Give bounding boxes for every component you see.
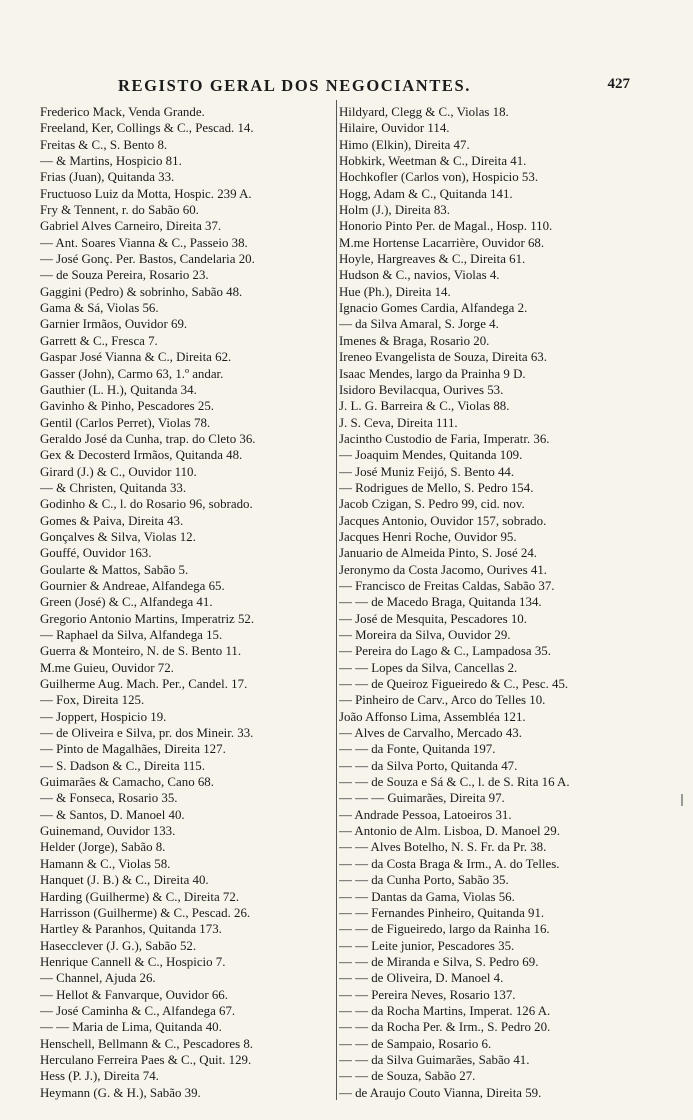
directory-entry-left: Gomes & Paiva, Direita 43.	[40, 513, 184, 528]
directory-entry-right: J. S. Ceva, Direita 111.	[339, 415, 458, 430]
running-title: REGISTO GERAL DOS NEGOCIANTES.	[118, 76, 472, 95]
directory-entry-right: João Affonso Lima, Assembléa 121.	[339, 709, 526, 724]
directory-entry-left: Heymann (G. & H.), Sabão 39.	[40, 1085, 201, 1100]
directory-entry-right: — — de Macedo Braga, Quitanda 134.	[339, 595, 542, 610]
directory-entry-right: — Andrade Pessoa, Latoeiros 31.	[339, 807, 512, 822]
directory-entry-right: — Francisco de Freitas Caldas, Sabão 37.	[339, 578, 555, 593]
directory-entry-left: — José Gonç. Per. Bastos, Candelaria 20.	[40, 252, 255, 267]
directory-entry-left: Goularte & Mattos, Sabão 5.	[40, 562, 189, 577]
directory-entry-right: — — de Sampaio, Rosario 6.	[339, 1036, 492, 1051]
directory-entry-right: J. L. G. Barreira & C., Violas 88.	[339, 399, 510, 414]
directory-entry-left: Gex & Decosterd Irmãos, Quitanda 48.	[40, 448, 243, 463]
directory-entry-left: Gabriel Alves Carneiro, Direita 37.	[40, 219, 222, 234]
directory-entry-right: — — da Cunha Porto, Sabão 35.	[339, 873, 509, 888]
directory-entry-left: Gouffé, Ouvidor 163.	[40, 546, 152, 561]
directory-entry-right: — — da Costa Braga & Irm., A. do Telles.	[339, 856, 560, 871]
directory-entry-right: — — da Rocha Martins, Imperat. 126 A.	[339, 1003, 551, 1018]
directory-entry-left: Henschell, Bellmann & C., Pescadores 8.	[40, 1036, 254, 1051]
directory-entry-right: Hildyard, Clegg & C., Violas 18.	[339, 105, 509, 119]
directory-entry-right: — Pinheiro de Carv., Arco do Telles 10.	[339, 693, 546, 708]
directory-entry-left: — de Souza Pereira, Rosario 23.	[40, 268, 209, 283]
directory-entry-right: Hue (Ph.), Direita 14.	[339, 284, 451, 299]
directory-entry-right: — — Pereira Neves, Rosario 137.	[339, 987, 516, 1002]
directory-entry-left: Fructuoso Luiz da Motta, Hospic. 239 A.	[40, 186, 252, 201]
directory-entry-right: Jeronymo da Costa Jacomo, Ourives 41.	[339, 562, 548, 577]
directory-entry-left: Guinemand, Ouvidor 133.	[40, 824, 176, 839]
directory-entry-right: — da Silva Amaral, S. Jorge 4.	[339, 317, 499, 332]
directory-entry-right: — Antonio de Alm. Lisboa, D. Manoel 29.	[339, 824, 560, 839]
right-column	[339, 104, 645, 1101]
directory-entry-right: Hudson & C., navios, Violas 4.	[339, 268, 500, 283]
directory-entry-left: Gasser (John), Carmo 63, 1.º andar.	[40, 366, 224, 381]
directory-entry-left: Hanquet (J. B.) & C., Direita 40.	[40, 873, 209, 888]
directory-entry-right: — — de Figueiredo, largo da Rainha 16.	[339, 922, 550, 937]
directory-entry-left: Harding (Guilherme) & C., Direita 72.	[40, 889, 240, 904]
directory-entry-right: — — da Silva Guimarães, Sabão 41.	[339, 1052, 530, 1067]
directory-entry-left: Garrett & C., Fresca 7.	[40, 333, 158, 348]
directory-entry-right: Jacques Henri Roche, Ouvidor 95.	[339, 529, 517, 544]
directory-entry-left: Gama & Sá, Violas 56.	[40, 301, 159, 316]
directory-entry-right: Ireneo Evangelista de Souza, Direita 63.	[339, 350, 547, 365]
directory-entry-right: Hobkirk, Weetman & C., Direita 41.	[339, 154, 527, 169]
directory-entry-left: Gournier & Andreae, Alfandega 65.	[40, 578, 225, 593]
directory-entry-left: Fry & Tennent, r. do Sabão 60.	[40, 203, 199, 218]
directory-entry-left: — Hellot & Fanvarque, Ouvidor 66.	[40, 987, 228, 1002]
directory-entry-left: Gaspar José Vianna & C., Direita 62.	[40, 350, 232, 365]
directory-entry-right: Jacintho Custodio de Faria, Imperatr. 36.	[339, 431, 550, 446]
directory-entry-right: — Joaquim Mendes, Quitanda 109.	[339, 448, 523, 463]
page-header	[0, 76, 693, 98]
directory-entry-right: Jacob Czigan, S. Pedro 99, cid. nov.	[339, 497, 525, 512]
directory-entry-right: Jacques Antonio, Ouvidor 157, sobrado.	[339, 513, 547, 528]
directory-entry-right: Januario de Almeida Pinto, S. José 24.	[339, 546, 537, 561]
directory-entry-right: Holm (J.), Direita 83.	[339, 203, 450, 218]
directory-entry-right: — — da Rocha Per. & Irm., S. Pedro 20.	[339, 1020, 551, 1035]
directory-entry-right: — — de Souza, Sabão 27.	[339, 1069, 476, 1084]
directory-entry-left: Gaggini (Pedro) & sobrinho, Sabão 48.	[40, 284, 243, 299]
directory-entry-right: — de Araujo Couto Vianna, Direita 59.	[339, 1085, 542, 1100]
directory-entry-left: — Fox, Direita 125.	[40, 693, 145, 708]
directory-entry-left: Frias (Juan), Quitanda 33.	[40, 170, 175, 185]
directory-entry-left: — — Maria de Lima, Quitanda 40.	[40, 1020, 222, 1035]
directory-entry-left: Helder (Jorge), Sabão 8.	[40, 840, 166, 855]
directory-entry-right: — — Leite junior, Pescadores 35.	[339, 938, 515, 953]
directory-entry-left: Hamann & C., Violas 58.	[40, 856, 171, 871]
directory-entry-right: — — Dantas da Gama, Violas 56.	[339, 889, 515, 904]
directory-entry-left: Freeland, Ker, Collings & C., Pescad. 14.	[40, 121, 254, 136]
directory-entry-right: Imenes & Braga, Rosario 20.	[339, 333, 490, 348]
directory-entry-left: — & Fonseca, Rosario 35.	[40, 791, 178, 806]
directory-entry-right: Hochkofler (Carlos von), Hospicio 53.	[339, 170, 539, 185]
directory-entry-right: Isaac Mendes, largo da Prainha 9 D.	[339, 366, 526, 381]
directory-entry-left: Gauthier (L. H.), Quitanda 34.	[40, 382, 197, 397]
directory-entry-right: — Rodrigues de Mello, S. Pedro 154.	[339, 480, 534, 495]
directory-entry-right: — Alves de Carvalho, Mercado 43.	[339, 726, 522, 741]
directory-entry-right: — José de Mesquita, Pescadores 10.	[339, 611, 527, 626]
directory-entry-left: Henrique Cannell & C., Hospicio 7.	[40, 954, 226, 969]
directory-entry-left: — Raphael da Silva, Alfandega 15.	[40, 628, 223, 642]
directory-entry-right: — Moreira da Silva, Ouvidor 29.	[339, 628, 511, 642]
directory-entry-right: — Pereira do Lago & C., Lampadosa 35.	[339, 644, 551, 659]
directory-entry-left: — Joppert, Hospicio 19.	[40, 709, 167, 724]
directory-entry-left: — & Christen, Quitanda 33.	[40, 480, 187, 495]
directory-entry-right: — — — Guimarães, Direita 97.	[339, 791, 505, 806]
directory-entry-left: Guimarães & Camacho, Cano 68.	[40, 775, 214, 790]
directory-entry-left: Guerra & Monteiro, N. de S. Bento 11.	[40, 644, 242, 659]
directory-entry-left: Hasecclever (J. G.), Sabão 52.	[40, 938, 197, 953]
directory-entry-left: Godinho & C., l. do Rosario 96, sobrado.	[40, 497, 253, 512]
directory-entry-left: Geraldo José da Cunha, trap. do Cleto 36.	[40, 431, 256, 446]
directory-entry-right: Honorio Pinto Per. de Magal., Hosp. 110.	[339, 219, 553, 234]
directory-entry-left: M.me Guieu, Ouvidor 72.	[40, 660, 174, 675]
directory-entry-left: — Ant. Soares Vianna & C., Passeio 38.	[40, 235, 248, 250]
directory-entry-left: Green (José) & C., Alfandega 41.	[40, 595, 213, 610]
margin-mark	[681, 794, 683, 806]
directory-entry-right: Himo (Elkin), Direita 47.	[339, 137, 470, 152]
directory-entry-left: Freitas & C., S. Bento 8.	[40, 137, 168, 152]
directory-entry-left: Garnier Irmãos, Ouvidor 69.	[40, 317, 188, 332]
directory-entry-left: — & Santos, D. Manoel 40.	[40, 807, 185, 822]
directory-entry-right: Hogg, Adam & C., Quitanda 141.	[339, 186, 513, 201]
directory-entry-right: Isidoro Bevilacqua, Ourives 53.	[339, 382, 504, 397]
directory-entry-left: Girard (J.) & C., Ouvidor 110.	[40, 464, 197, 479]
directory-entry-left: Frederico Mack, Venda Grande.	[40, 105, 205, 119]
directory-entry-left: Hess (P. J.), Direita 74.	[40, 1069, 159, 1084]
directory-entry-right: Hilaire, Ouvidor 114.	[339, 121, 450, 136]
directory-entry-right: — — Alves Botelho, N. S. Fr. da Pr. 38.	[339, 840, 547, 855]
directory-entry-left: — & Martins, Hospicio 81.	[40, 154, 182, 169]
directory-entry-left: — Pinto de Magalhães, Direita 127.	[40, 742, 226, 757]
directory-entry-left: Guilherme Aug. Mach. Per., Candel. 17.	[40, 677, 248, 692]
directory-entry-left: Herculano Ferreira Paes & C., Quit. 129.	[40, 1052, 252, 1067]
directory-entry-left: Hartley & Paranhos, Quitanda 173.	[40, 922, 222, 937]
directory-entry-left: Gonçalves & Silva, Violas 12.	[40, 529, 196, 544]
page-number: 427	[607, 76, 630, 92]
directory-entry-right: — — de Queiroz Figueiredo & C., Pesc. 45.	[339, 677, 569, 692]
directory-entry-left: Gregorio Antonio Martins, Imperatriz 52.	[40, 611, 255, 626]
directory-entry-left: Harrisson (Guilherme) & C., Pescad. 26.	[40, 905, 251, 920]
directory-entry-right: Ignacio Gomes Cardia, Alfandega 2.	[339, 301, 528, 316]
directory-entry-left: Gentil (Carlos Perret), Violas 78.	[40, 415, 211, 430]
directory-entry-left: — José Caminha & C., Alfandega 67.	[40, 1003, 236, 1018]
directory-entry-left: — S. Dadson & C., Direita 115.	[40, 758, 205, 773]
directory-entry-right: M.me Hortense Lacarrière, Ouvidor 68.	[339, 235, 545, 250]
left-column	[40, 104, 340, 1101]
directory-entry-left: — de Oliveira e Silva, pr. dos Mineir. 33.	[40, 726, 254, 741]
directory-entry-left: — Channel, Ajuda 26.	[40, 971, 156, 986]
directory-entry-right: — — Lopes da Silva, Cancellas 2.	[339, 660, 518, 675]
directory-entry-right: — — da Fonte, Quitanda 197.	[339, 742, 496, 757]
directory-entry-left: Gavinho & Pinho, Pescadores 25.	[40, 399, 215, 414]
directory-entry-right: — — de Miranda e Silva, S. Pedro 69.	[339, 954, 539, 969]
directory-entry-right: — — de Souza e Sá & C., l. de S. Rita 16 A.	[339, 775, 570, 790]
directory-entry-right: — — da Silva Porto, Quitanda 47.	[339, 758, 518, 773]
directory-entry-right: — — Fernandes Pinheiro, Quitanda 91.	[339, 905, 545, 920]
directory-entry-right: — José Muniz Feijó, S. Bento 44.	[339, 464, 515, 479]
directory-entry-right: — — de Oliveira, D. Manoel 4.	[339, 971, 504, 986]
directory-entry-right: Hoyle, Hargreaves & C., Direita 61.	[339, 252, 526, 267]
